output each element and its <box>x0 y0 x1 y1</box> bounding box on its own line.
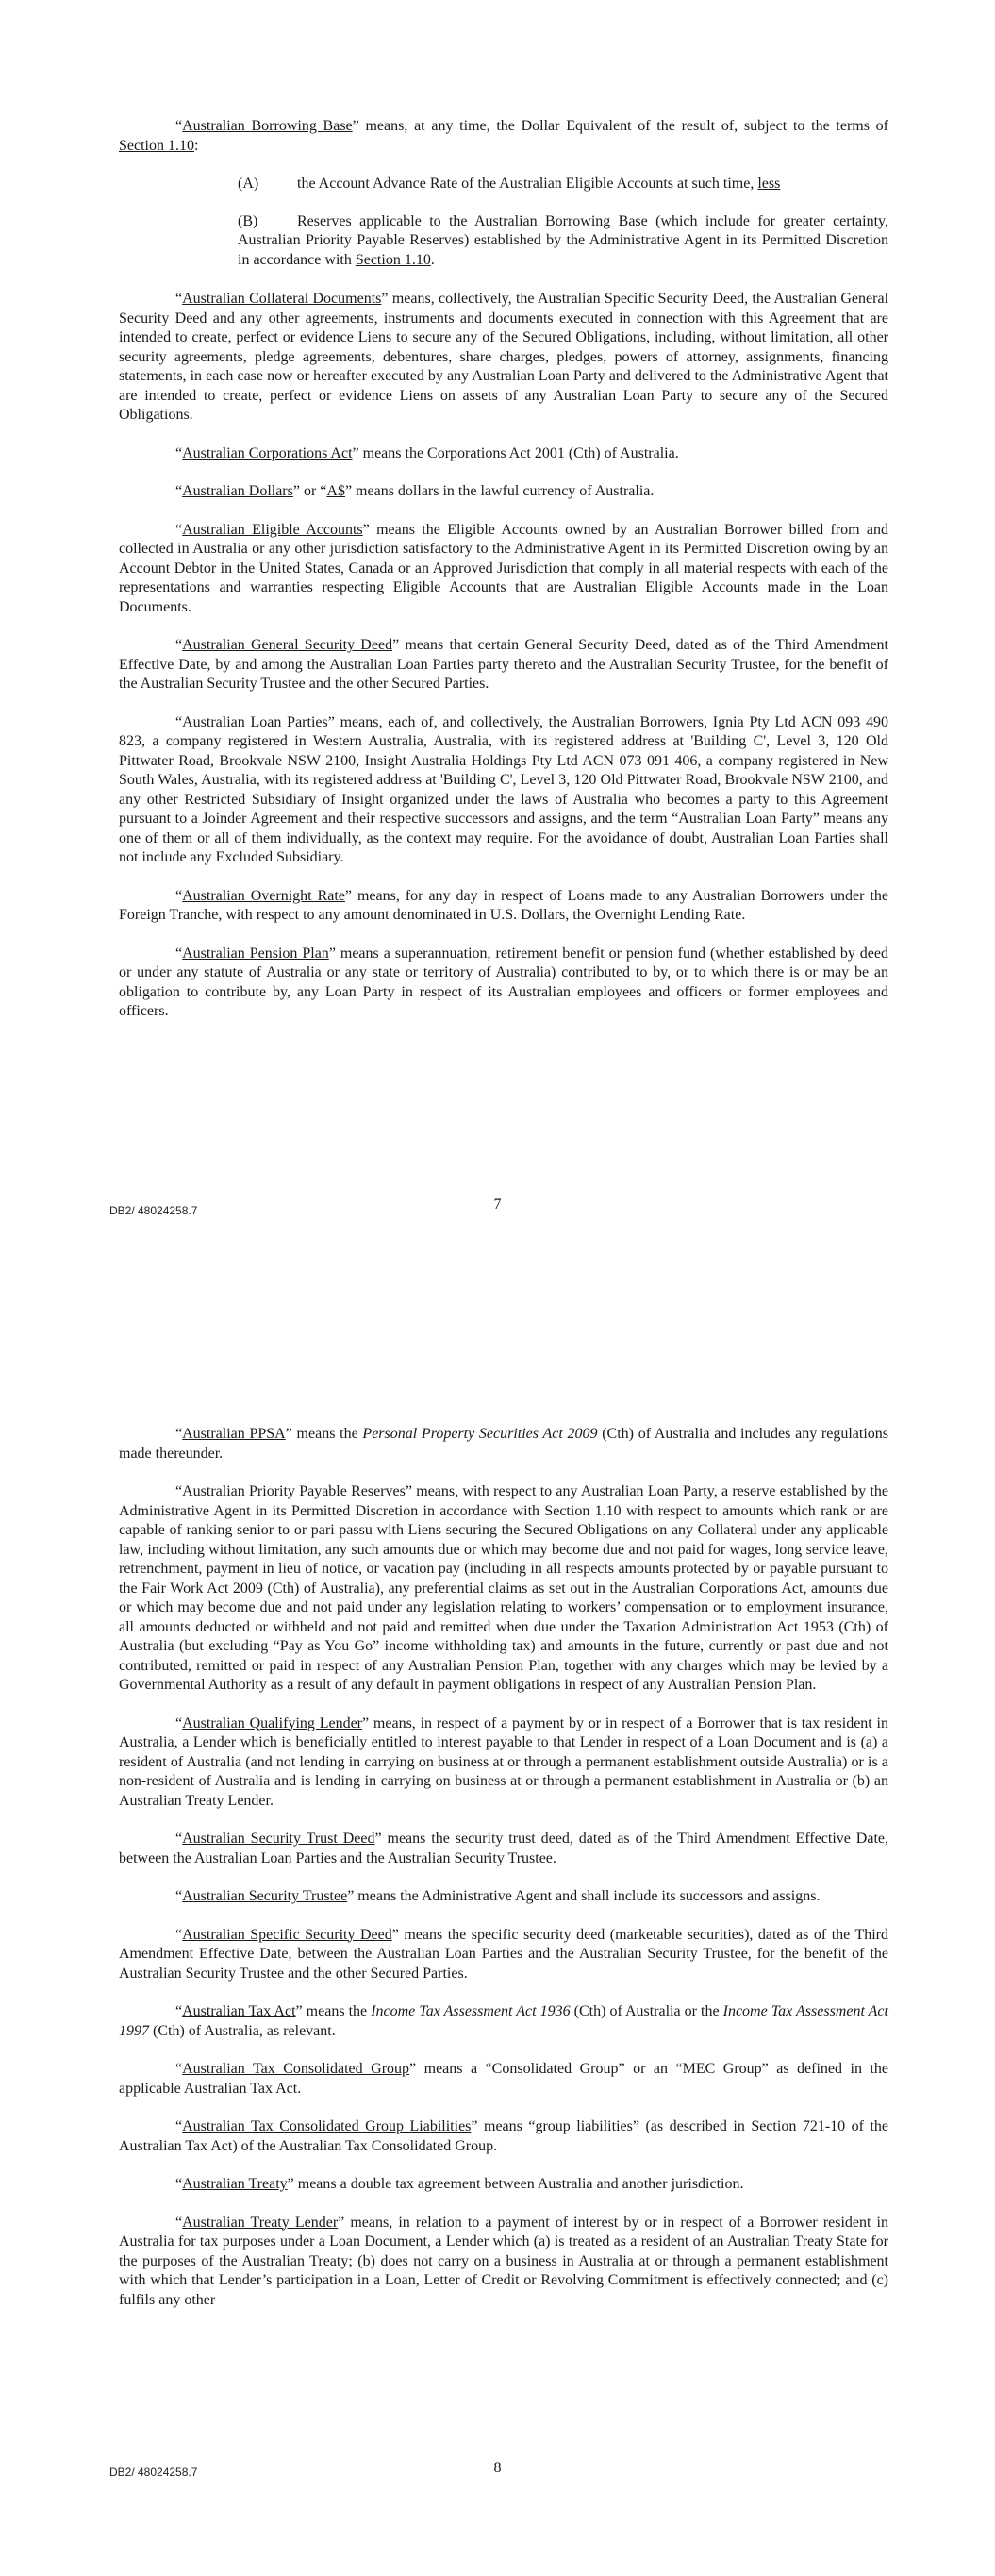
definition-australian-security-trustee: “Australian Security Trustee” means the Administrative Agent and shall include its successors and assigns. <box>175 1888 821 1904</box>
defined-term: Australian Tax Act <box>182 2003 296 2019</box>
definition-australian-loan-parties: “Australian Loan Parties” means, each of, and collectively, the Australian Borrowers, Ignia Pty Ltd ACN 093 490 823, a company registered in Western Australia, Australia, with its registered address at 'Building C', Level 3, 120 Old Pittwater Road, Brookvale NSW 2100, Insight Australia Holdings Pty Ltd ACN 073 091 406, a company registered in New South Wales, Australia, with its registered address at 'Building C', Level 3, 120 Old Pittwater Road, Brookvale NSW 2100, and any other Restricted Subsidiary of Insight organized under the laws of Australia who becomes a party to this Agreement pursuant to a Joinder Agreement and their respective successors and assigns, and the term “Australian Loan Party” means any one of them or all of them individually, as the context may require. For the avoidance of doubt, Australian Loan Parties shall not include any Excluded Subsidiary. <box>119 713 888 865</box>
defined-term: A$ <box>326 483 345 499</box>
definition-australian-priority-payable-reserves: “Australian Priority Payable Reserves” means, with respect to any Australian Loan Party, a reserve established by the Administrative Agent in its Permitted Discretion in accordance with Section 1.10 with respect to amounts which rank or are capable of ranking senior to or pari passu with Liens securing the Secured Obligations on any Collateral under any applicable law, including without limitation, any such amounts due or which may become due and not paid for wages, long service leave, retrenchment, payment in lieu of notice, or vacation pay (including in all respects amounts protected by or payable pursuant to the Fair Work Act 2009 (Cth) of Australia), any preferential claims as set out in the Australian Corporations Act, amounts due or which may become due and not paid under any legislation relating to workers’ compensation or to employment insurance, all amounts deducted or withheld and not paid and remitted when due under the Taxation Administration Act 1953 (Cth) of Australia (but excluding “Pay as You Go” income withholding tax) and amounts in the future, currently or past due and not contributed, remitted or paid in respect of any Australian Pension Plan, together with any charges which may be levied by a Governmental Authority as a result of any default in payment obligations in respect of any Australian Pension Plan. <box>119 1483 888 1693</box>
clause-a: (A) the Account Advance Rate of the Australian Eligible Accounts at such time, less <box>119 175 888 194</box>
page-number: 8 <box>493 2460 502 2476</box>
document-id-footer: DB2/ 48024258.7 <box>109 2466 198 2479</box>
definition-australian-pension-plan: “Australian Pension Plan” means a superannuation, retirement benefit or pension fund (whether established by deed or under any statute of Australia or any state or territory of Australia) contributed to by, or to which there is or may be an obligation to contribute by, any Loan Party in respect of its Australian employees and officers or former employees and officers. <box>119 945 889 1019</box>
page-body <box>119 1425 888 2329</box>
page-number: 7 <box>493 1196 502 1213</box>
definition-australian-specific-security-deed: “Australian Specific Security Deed” means the specific security deed (marketable securities), dated as of the Third Amendment Effective Date, between the Australian Loan Parties and the Australian Security Trustee, for the benefit of the Australian Security Trustee and the other Secured Parties. <box>119 1926 888 1982</box>
page-body <box>119 117 888 1041</box>
defined-term: Australian Security Trustee <box>182 1888 348 1904</box>
definition-australian-treaty: “Australian Treaty” means a double tax agreement between Australia and another jurisdiction. <box>175 2176 744 2192</box>
definition-australian-tax-consolidated-group: “Australian Tax Consolidated Group” means a “Consolidated Group” or an “MEC Group” as defined in the applicable Australian Tax Act. <box>119 2061 889 2097</box>
definition-australian-treaty-lender: “Australian Treaty Lender” means, in relation to a payment of interest by or in respect of a Borrower resident in Australia for tax purposes under a Loan Document, a Lender which (a) is treated as a resident of an Australian Treaty State for the purposes of the Australian Treaty; (b) does not carry on a business in Australia at or through a permanent establishment with which that Lender’s participation in a Loan, Letter of Credit or Revolving Commitment is effectively connected; and (c) fulfils any other <box>119 2214 889 2308</box>
defined-term: Australian General Security Deed <box>182 637 393 653</box>
defined-term: Australian Tax Consolidated Group Liabilities <box>182 2118 472 2134</box>
defined-term: Australian Specific Security Deed <box>182 1926 392 1943</box>
definition-australian-dollars: “Australian Dollars” or “A$” means dollars in the lawful currency of Australia. <box>175 483 655 499</box>
clause-label: (A) <box>238 176 259 192</box>
definition-australian-overnight-rate: “Australian Overnight Rate” means, for any day in respect of Loans made to any Australian Borrowers under the Foreign Tranche, with respect to any amount denominated in U.S. Dollars, the Overnight Lending Rate. <box>119 887 888 923</box>
definition-australian-tax-consolidated-group-liabilities: “Australian Tax Consolidated Group Liabilities” means “group liabilities” (as described in Section 721-10 of the Australian Tax Act) of the Australian Tax Consolidated Group. <box>119 2118 889 2154</box>
document-id-footer: DB2/ 48024258.7 <box>109 1204 198 1217</box>
definition-australian-security-trust-deed: “Australian Security Trust Deed” means the security trust deed, dated as of the Third Amendment Effective Date, between the Australian Loan Parties and the Australian Security Trustee. <box>119 1831 888 1866</box>
defined-term: Australian Qualifying Lender <box>182 1715 363 1731</box>
defined-term: Australian Loan Parties <box>182 713 328 730</box>
clause-label: (B) <box>238 212 258 229</box>
definition-australian-corporations-act: “Australian Corporations Act” means the Corporations Act 2001 (Cth) of Australia. <box>175 444 679 461</box>
definition-australian-borrowing-base: “Australian Borrowing Base” means, at any time, the Dollar Equivalent of the result of, subject to the terms of Section 1.10: <box>119 118 888 154</box>
defined-term: Australian Overnight Rate <box>182 887 345 904</box>
definition-australian-tax-act: “Australian Tax Act” means the Income Tax Assessment Act 1936 (Cth) of Australia or the Income Tax Assessment Act 1997 (Cth) of Australia, as relevant. <box>119 2003 888 2039</box>
document-page-8 <box>0 1288 995 2576</box>
clause-b: (B) Reserves applicable to the Australian Borrowing Base (which include for greater certainty, Australian Priority Payable Reserves) established by the Administrative Agent in its Permitted Discretion in accordance with Section 1.10. <box>238 212 888 268</box>
section-reference: Section 1.10 <box>119 137 194 154</box>
defined-term: Australian Tax Consolidated Group <box>182 2061 410 2077</box>
definition-australian-ppsa: “Australian PPSA” means the Personal Property Securities Act 2009 (Cth) of Australia and includes any regulations made thereunder. <box>119 1426 888 1462</box>
defined-term: Australian Security Trust Deed <box>182 1831 375 1847</box>
defined-term: Australian Dollars <box>182 483 293 499</box>
defined-term: Australian Treaty <box>182 2176 288 2192</box>
defined-term: Australian Priority Payable Reserves <box>182 1483 406 1499</box>
defined-term: Australian Pension Plan <box>182 945 329 962</box>
defined-term: Australian Collateral Documents <box>182 291 382 307</box>
definition-australian-collateral-documents: “Australian Collateral Documents” means, collectively, the Australian Specific Security Deed, the Australian General Security Deed and any other agreements, instruments and documents executed in connection with this Agreement that are intended to create, perfect or evidence Liens to secure any of the Secured Obligations, including, without limitation, all other security agreements, pledge agreements, debentures, share charges, pledges, powers of attorney, assignments, financing statements, in each case now or hereafter executed by any Australian Loan Party and delivered to the Administrative Agent that are intended to create, perfect or evidence Liens on assets of any Australian Loan Party to secure any of the Secured Obligations. <box>119 291 889 423</box>
defined-term: Australian PPSA <box>182 1426 286 1442</box>
defined-term: Australian Eligible Accounts <box>182 521 363 538</box>
definition-australian-qualifying-lender: “Australian Qualifying Lender” means, in respect of a payment by or in respect of a Borrower that is tax resident in Australia, a Lender which is beneficially entitled to interest payable to that Lender in respect of a Loan Document and is (a) a resident of Australia (and not lending in carrying on business at or through a permanent establishment outside Australia) or is a non-resident of Australia and is lending in carrying on business at or through a permanent establishment in Australia or (b) an Australian Treaty Lender. <box>119 1715 889 1809</box>
definition-australian-general-security-deed: “Australian General Security Deed” means that certain General Security Deed, dated as of the Third Amendment Effective Date, by and among the Australian Loan Parties party thereto and the Australian Security Trustee, for the benefit of the Australian Security Trustee and the other Secured Parties. <box>119 637 889 692</box>
defined-term: Australian Treaty Lender <box>182 2214 339 2231</box>
section-reference: Section 1.10 <box>355 251 431 268</box>
definition-australian-eligible-accounts: “Australian Eligible Accounts” means the Eligible Accounts owned by an Australian Borrower billed from and collected in Australia or any other jurisdiction satisfactory to the Administrative Agent in its Permitted Discretion owing by an Account Debtor in the United States, Canada or an Approved Jurisdiction that comply in all material respects with each of the representations and warranties respecting Eligible Accounts that are Australian Eligible Accounts made in the Loan Documents. <box>119 521 888 615</box>
defined-term: Australian Borrowing Base <box>182 118 353 134</box>
defined-term: Australian Corporations Act <box>182 444 353 461</box>
